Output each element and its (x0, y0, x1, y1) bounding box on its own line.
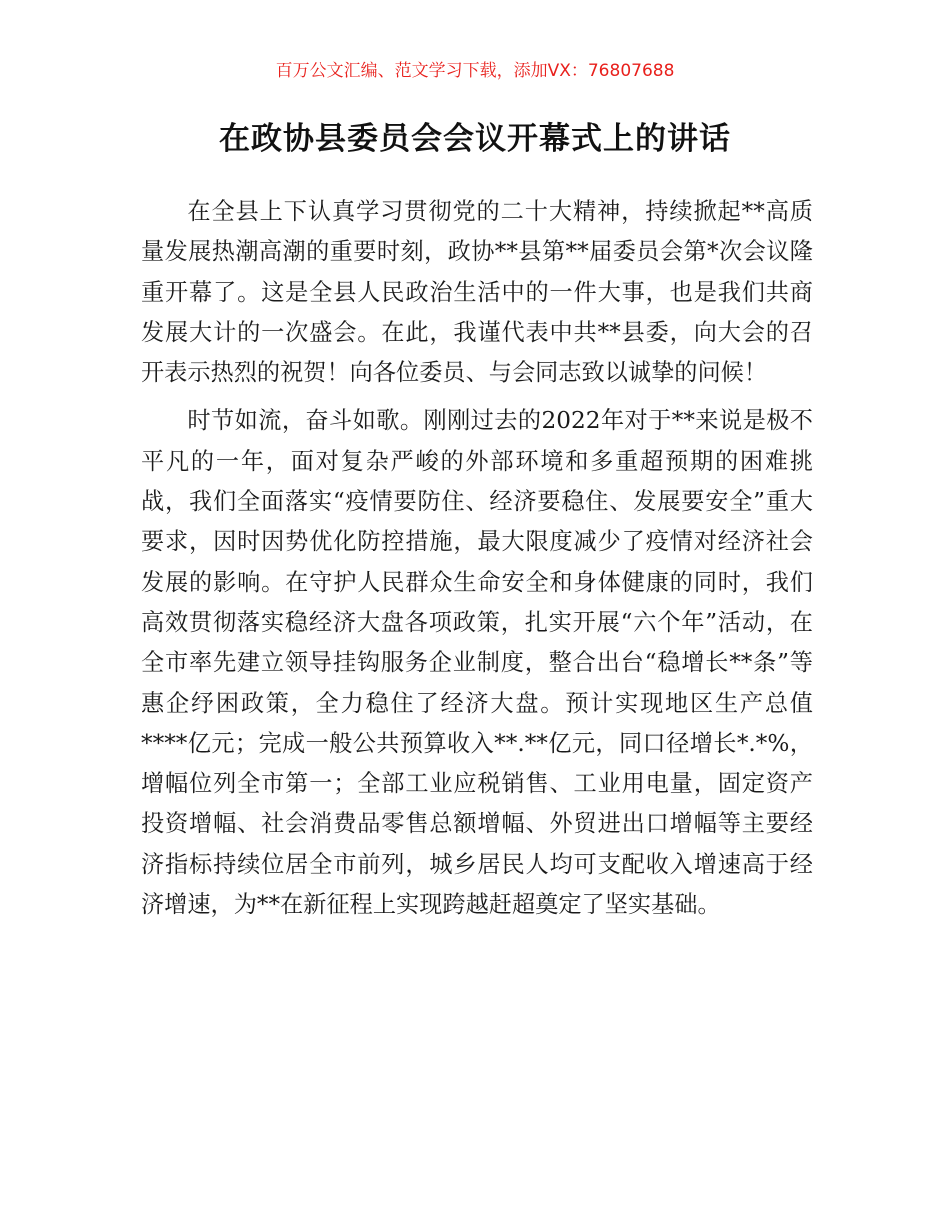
document-title: 在政协县委员会会议开幕式上的讲话 (219, 121, 731, 157)
header-watermark-note: 百万公文汇编、范文学习下载，添加VX：76807688 (275, 61, 675, 81)
paragraph-opening: 在全县上下认真学习贯彻党的二十大精神，持续掀起**高质量发展热潮高潮的重要时刻，政协**县第**届委员会第*次会议隆重开幕了。这是全县人民政治生活中的一件大事，也是我们共商发展大计的一次盛会。在此，我谨代表中共**县委，向大会的召开表示热烈的祝贺！向各位委员、与会同志致以诚挚的问候！ (141, 198, 813, 387)
document-body (141, 192, 813, 925)
paragraph-review: 时节如流，奋斗如歌。刚刚过去的2022年对于**来说是极不平凡的一年，面对复杂严峻的外部环境和多重超预期的困难挑战，我们全面落实“疫情要防住、经济要稳住、发展要安全”重大要求，因时因势优化防控措施，最大限度减少了疫情对经济社会发展的影响。在守护人民群众生命安全和身体健康的同时，我们高效贯彻落实稳经济大盘各项政策，扎实开展“六个年”活动，在全市率先建立领导挂钩服务企业制度，整合出台“稳增长**条”等惠企纾困政策，全力稳住了经济大盘。预计实现地区生产总值****亿元；完成一般公共预算收入**.**亿元，同口径增长*.*%，增幅位列全市第一；全部工业应税销售、工业用电量，固定资产投资增幅、社会消费品零售总额增幅、外贸进出口增幅等主要经济指标持续位居全市前列，城乡居民人均可支配收入增速高于经济增速，为**在新征程上实现跨越赶超奠定了坚实基础。 (141, 407, 813, 919)
